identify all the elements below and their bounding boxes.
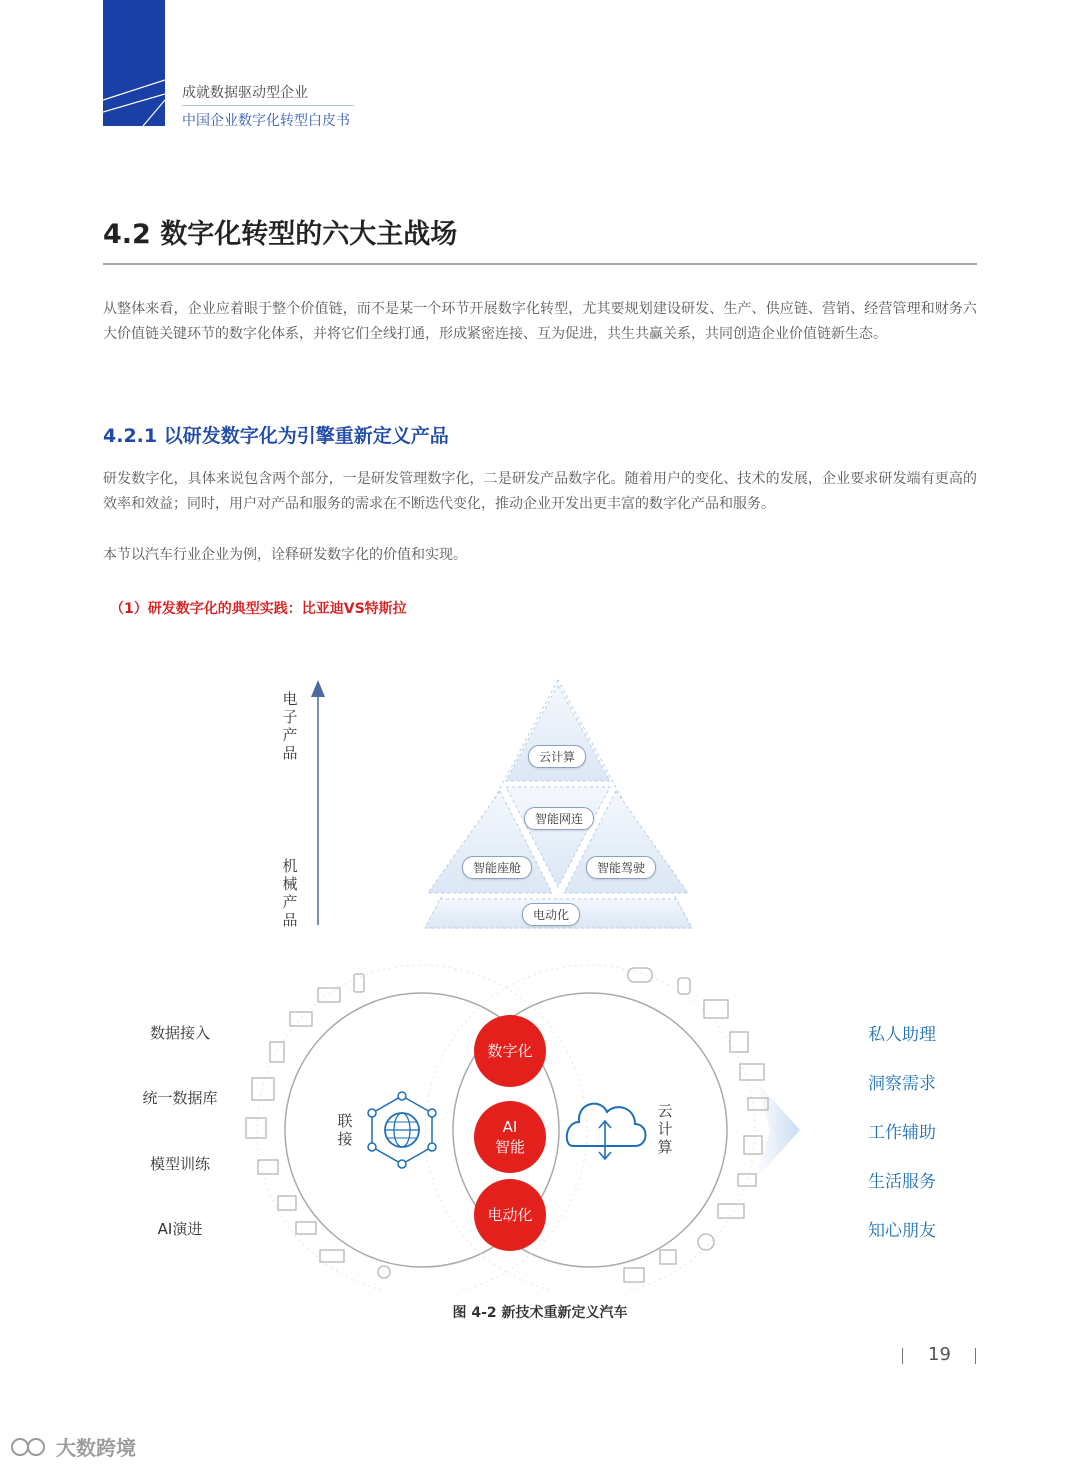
venn-right-item: 私人助理 bbox=[868, 1025, 936, 1045]
office-icon bbox=[730, 1032, 748, 1052]
cart-icon bbox=[296, 1222, 316, 1234]
pyramid-diagram bbox=[300, 675, 720, 940]
package-icon bbox=[744, 1136, 762, 1154]
globe-small-icon bbox=[698, 1234, 714, 1250]
printer-icon bbox=[278, 1196, 296, 1210]
page-number-bar-right bbox=[975, 1348, 976, 1364]
watch-icon bbox=[678, 978, 690, 994]
pyramid-level-driving: 智能驾驶 bbox=[586, 856, 656, 879]
venn-center-digital: 数字化 bbox=[474, 1015, 546, 1087]
cloud-sync-icon bbox=[567, 1104, 646, 1159]
arrow-right-icon bbox=[755, 1080, 800, 1180]
venn-left-item: 数据接入 bbox=[149, 1024, 210, 1042]
watermark bbox=[10, 1432, 136, 1461]
venn-right-item: 洞察需求 bbox=[868, 1074, 936, 1094]
venn-right-item: 知心朋友 bbox=[868, 1221, 936, 1241]
venn-left-label: 联接 bbox=[337, 1112, 353, 1148]
axis-arrow-icon bbox=[311, 680, 325, 697]
pyramid-level-cloud: 云计算 bbox=[528, 745, 586, 768]
venn-right-item: 工作辅助 bbox=[868, 1123, 936, 1143]
header-divider bbox=[182, 105, 354, 106]
venn-right-label: 云计算 bbox=[657, 1102, 673, 1156]
server-icon bbox=[246, 1118, 266, 1138]
ship-icon bbox=[320, 1250, 344, 1262]
venn-right-item: 生活服务 bbox=[868, 1172, 936, 1192]
section-title: 4.2 数字化转型的六大主战场 bbox=[103, 219, 458, 250]
phone-icon bbox=[354, 974, 364, 992]
usb-icon bbox=[738, 1174, 756, 1186]
section-rule bbox=[103, 263, 977, 265]
gear-icon bbox=[378, 1266, 390, 1278]
venn-center-electrification: 电动化 bbox=[474, 1179, 546, 1251]
wifi-icon bbox=[660, 1250, 676, 1264]
header-subtitle: 中国企业数字化转型白皮书 bbox=[182, 113, 350, 129]
axis-label-top: 电子产品 bbox=[282, 690, 298, 762]
case-title: （1）研发数字化的典型实践：比亚迪VS特斯拉 bbox=[110, 601, 407, 617]
axis-label-bottom: 机械产品 bbox=[282, 857, 298, 929]
monitor-icon bbox=[318, 988, 340, 1002]
subsection-para-1: 研发数字化，具体来说包含两个部分，一是研发管理数字化，二是研发产品数字化。随着用户的变化、技术的发展，企业要求研发端有更高的效率和效益；同时，用户对产品和服务的需求在不断迭代变化，推动企业开发出更丰富的数字化产品和服务。 bbox=[103, 471, 977, 512]
document-icon bbox=[270, 1042, 284, 1062]
figure-caption: 图 4-2 新技术重新定义汽车 bbox=[452, 1305, 628, 1321]
venn-left-item: 模型训练 bbox=[149, 1155, 210, 1173]
watermark-brand: 大数跨境 bbox=[56, 1436, 136, 1460]
subsection-para-2: 本节以汽车行业企业为例，诠释研发数字化的价值和实现。 bbox=[103, 547, 467, 563]
building-icon bbox=[252, 1078, 274, 1100]
factory-icon bbox=[704, 1000, 728, 1018]
medkit-icon bbox=[624, 1268, 644, 1282]
header-title: 成就数据驱动型企业 bbox=[182, 85, 308, 101]
venn-left-item: 统一数据库 bbox=[142, 1089, 218, 1107]
pyramid-level-connectivity: 智能网连 bbox=[524, 807, 594, 830]
brand-logo-icon bbox=[10, 1436, 50, 1458]
bank-icon bbox=[740, 1064, 764, 1080]
header-stripe-decoration bbox=[103, 0, 165, 126]
pyramid-level-cockpit: 智能座舱 bbox=[462, 856, 532, 879]
page-number: 19 bbox=[928, 1344, 951, 1365]
page-number-bar-left bbox=[902, 1348, 903, 1364]
laptop-icon bbox=[290, 1012, 312, 1026]
gamepad-icon bbox=[628, 968, 652, 982]
network-globe-icon bbox=[368, 1092, 436, 1168]
header-blue-band bbox=[103, 0, 165, 126]
venn-center-ai: AI 智能 bbox=[474, 1101, 546, 1173]
section-intro: 从整体来看，企业应着眼于整个价值链，而不是某一个环节开展数字化转型，尤其要规划建设研发、生产、供应链、营销、经营管理和财务六大价值链关键环节的数字化体系，并将它们全线打通，形成紧密连接、互为促进，共生共赢关系，共同创造企业价值链新生态。 bbox=[103, 301, 977, 342]
subsection-title: 4.2.1 以研发数字化为引擎重新定义产品 bbox=[103, 425, 449, 447]
pyramid-level-electrification: 电动化 bbox=[522, 903, 580, 926]
venn-left-item: AI演进 bbox=[157, 1220, 203, 1238]
